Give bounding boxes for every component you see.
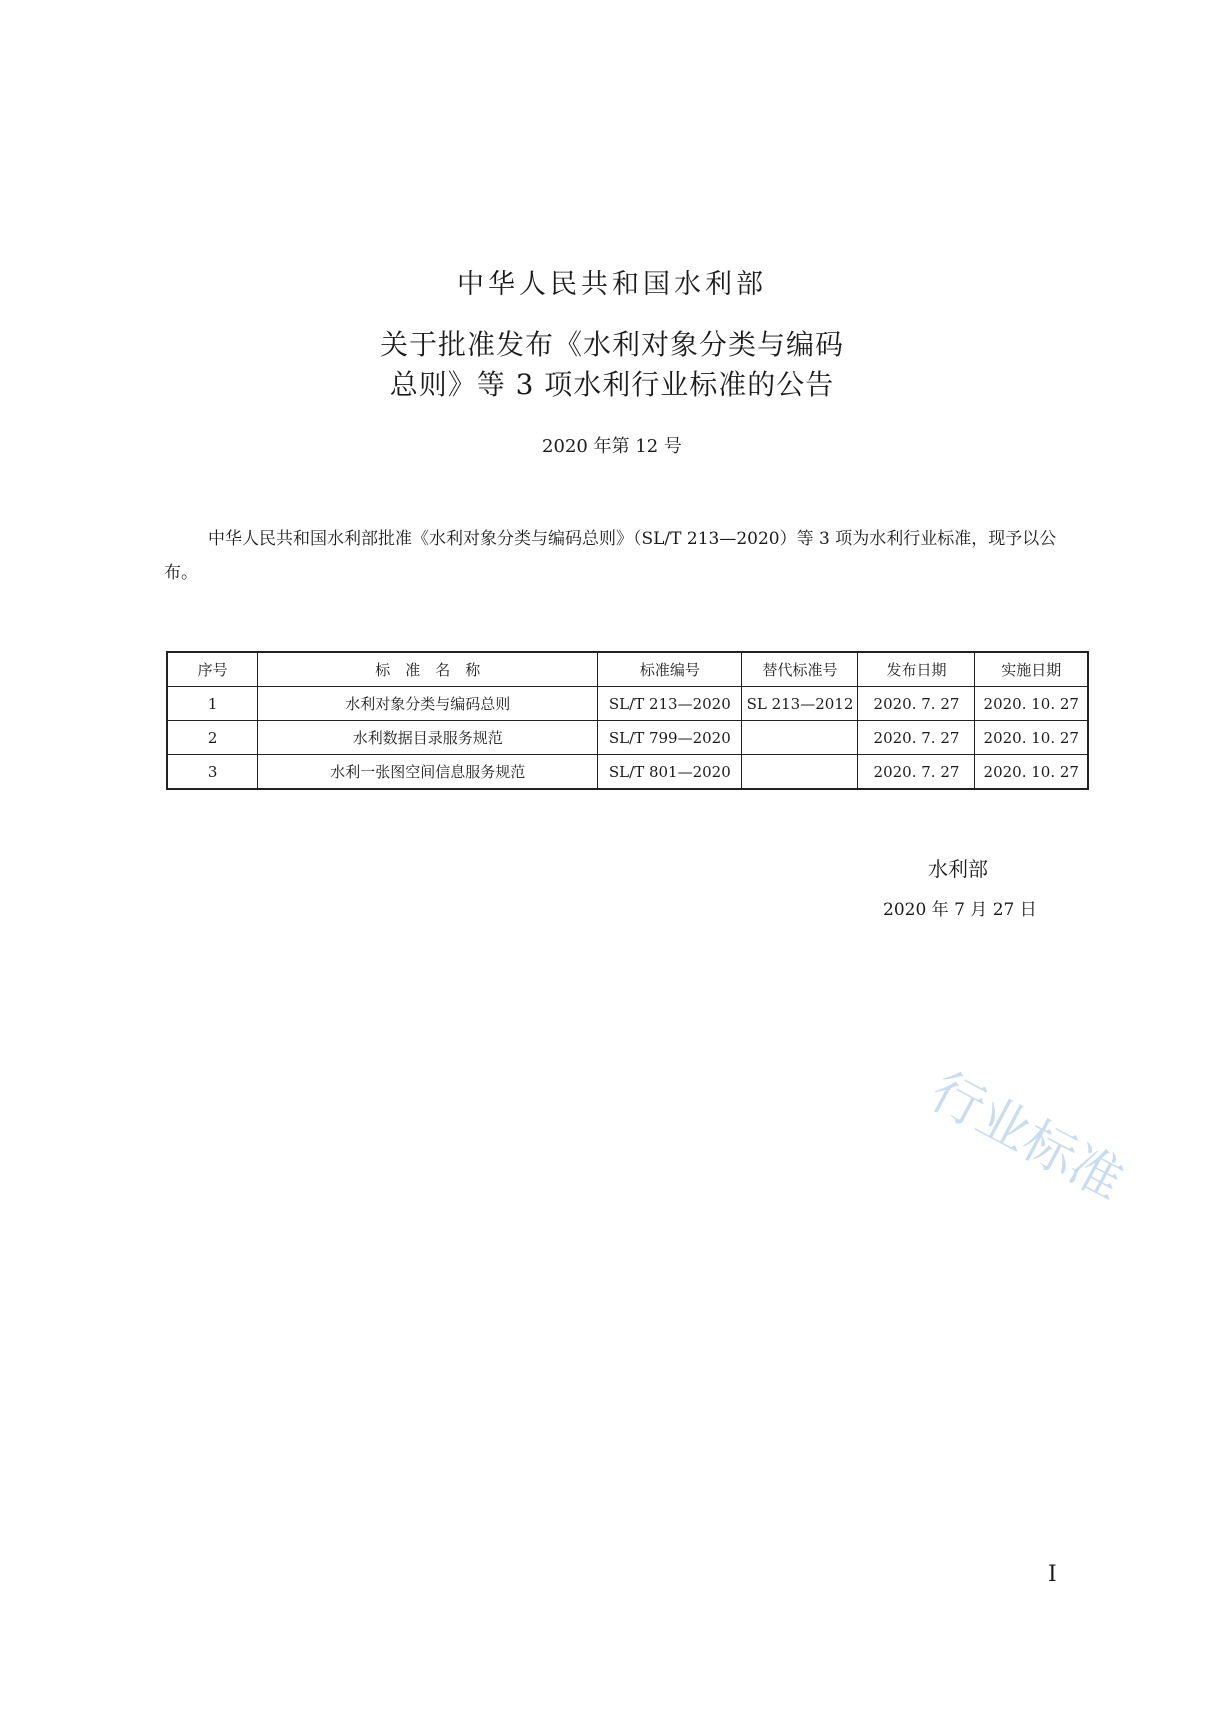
cell-effective-date: 2020. 10. 27 xyxy=(975,721,1088,755)
table-header-row xyxy=(167,652,1088,687)
cell-effective-date: 2020. 10. 27 xyxy=(975,687,1088,721)
issuing-authority: 中华人民共和国水利部 xyxy=(457,269,767,300)
cell-replaced xyxy=(742,721,858,755)
cell-name: 水利数据目录服务规范 xyxy=(258,721,598,755)
cell-code: SL/T 799—2020 xyxy=(598,721,742,755)
table-row xyxy=(167,755,1088,790)
cell-publish-date: 2020. 7. 27 xyxy=(858,755,975,790)
cell-name: 水利对象分类与编码总则 xyxy=(258,687,598,721)
cell-publish-date: 2020. 7. 27 xyxy=(858,687,975,721)
title-line-1: 关于批准发布《水利对象分类与编码 xyxy=(379,328,844,361)
signature-issuer: 水利部 xyxy=(928,857,988,881)
cell-name: 水利一张图空间信息服务规范 xyxy=(258,755,598,790)
table-row xyxy=(167,687,1088,721)
cell-code: SL/T 213—2020 xyxy=(598,687,742,721)
standards-table xyxy=(166,651,1089,790)
cell-publish-date: 2020. 7. 27 xyxy=(858,721,975,755)
col-header-effective-date: 实施日期 xyxy=(975,652,1088,687)
col-header-replaced: 替代标准号 xyxy=(742,652,858,687)
cell-replaced: SL 213—2012 xyxy=(742,687,858,721)
title-line-2: 总则》等 3 项水利行业标准的公告 xyxy=(389,368,835,401)
cell-effective-date: 2020. 10. 27 xyxy=(975,755,1088,790)
col-header-seq: 序号 xyxy=(167,652,258,687)
signature-date: 2020 年 7 月 27 日 xyxy=(883,900,1037,920)
cell-seq: 1 xyxy=(167,687,258,721)
col-header-publish-date: 发布日期 xyxy=(858,652,975,687)
cell-seq: 2 xyxy=(167,721,258,755)
page-number: I xyxy=(1048,1562,1057,1587)
announcement-title xyxy=(0,325,1224,405)
col-header-name: 标 准 名 称 xyxy=(258,652,598,687)
col-header-code: 标准编号 xyxy=(598,652,742,687)
cell-seq: 3 xyxy=(167,755,258,790)
cell-code: SL/T 801—2020 xyxy=(598,755,742,790)
cell-replaced xyxy=(742,755,858,790)
announcement-body: 中华人民共和国水利部批准《水利对象分类与编码总则》（SL/T 213—2020）等 3 项为水利行业标准，现予以公布。 xyxy=(164,529,1057,583)
issue-number: 2020 年第 12 号 xyxy=(542,436,682,457)
watermark: 行业标准 xyxy=(920,1061,1133,1213)
table-row xyxy=(167,721,1088,755)
